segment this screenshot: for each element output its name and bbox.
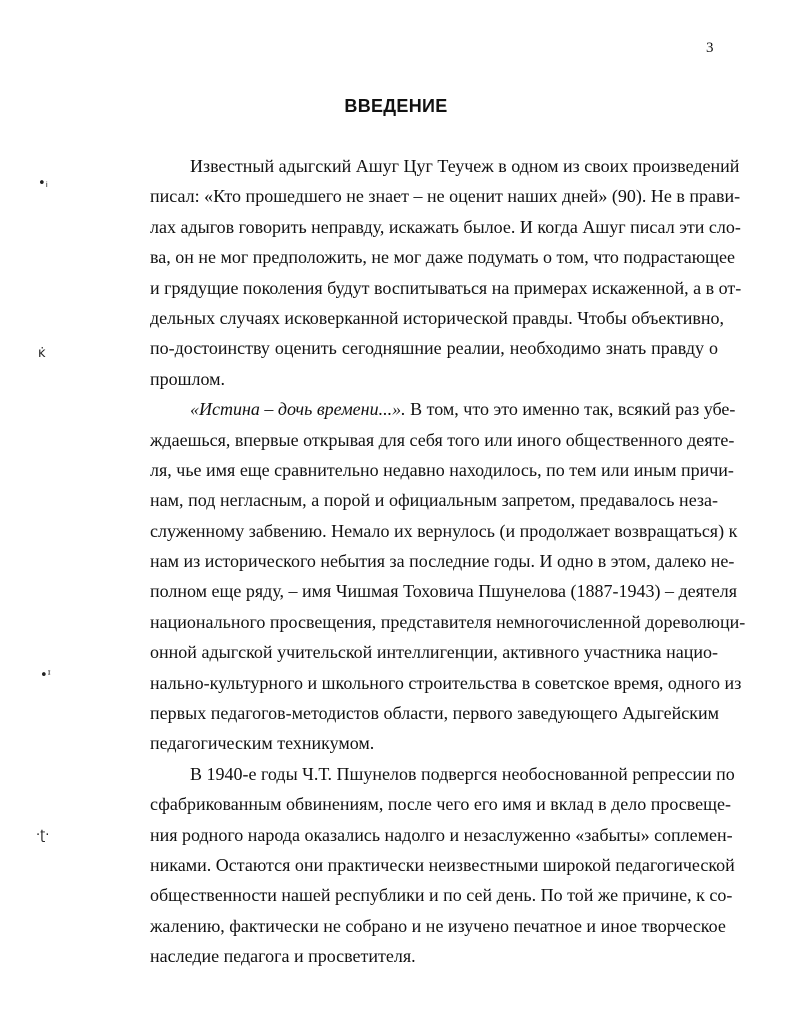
text-line: педагогическим техникумом. [150, 733, 375, 754]
text-line: онной адыгской учительской интеллигенции, активного участника нацио- [150, 642, 718, 663]
text-line: полном еще ряду, – имя Чишмая Тоховича Пшунелова (1887-1943) – деятеля [150, 581, 737, 602]
text-line: сфабрикованным обвинениям, после чего его имя и вклад в дело просвеще- [150, 794, 732, 815]
text-line: ва, он не мог предположить, не мог даже подумать о том, что подрастающее [150, 247, 735, 268]
margin-mark: ᴋ̇ [38, 346, 46, 361]
text-line: писал: «Кто прошедшего не знает – не оценит наших дней» (90). Не в прави- [150, 186, 741, 207]
text-line: служенному забвению. Немало их вернулось (и продолжает возвращаться) к [150, 520, 738, 541]
text-line: национального просвещения, представителя немногочисленной дореволюци- [150, 611, 746, 632]
text-line: и грядущие поколения будут воспитываться на примерах искаженной, а в от- [150, 277, 742, 298]
text-line: ния родного народа оказались надолго и незаслуженно «забыты» соплемен- [150, 824, 733, 845]
paragraph [150, 151, 742, 394]
text-line: по-достоинству оценить сегодняшние реалии, необходимо знать правду о [150, 338, 718, 359]
italic-quote: «Истина – дочь времени...». [190, 399, 406, 420]
text-line: ждаешься, впервые открывая для себя того или иного общественного деяте- [150, 429, 735, 450]
text-line: В 1940-е годы Ч.Т. Пшунелов подвергся необоснованной репрессии по [190, 763, 735, 784]
text-line: нально-культурного и школьного строительства в советское время, одного из [150, 672, 742, 693]
margin-mark: ·ʈ· [36, 828, 50, 843]
text-line: общественности нашей республики и по сей день. По той же причине, к со- [150, 885, 733, 906]
text-line: нам из исторического небытия за последние годы. И одно в этом, далеко не- [150, 551, 735, 572]
text-line: нам, под негласным, а порой и официальным запретом, предавалось неза- [150, 490, 718, 511]
text-line: Известный адыгский Ашуг Цуг Теучеж в одном из своих произведений [190, 156, 740, 176]
text-line: ля, чье имя еще сравнительно недавно находилось, по тем или иным причи- [150, 459, 734, 480]
text-line: жалению, фактически не собрано и не изучено печатное и иное творческое [150, 915, 726, 936]
margin-mark: •ᵢ [38, 176, 48, 191]
text-line: первых педагогов-методистов области, первого заведующего Адыгейским [150, 703, 720, 724]
text-line: наследие педагога и просветителя. [150, 946, 416, 967]
page-title: ВВЕДЕНИЕ [344, 96, 448, 116]
page-number: 3 [706, 40, 714, 56]
text-line: никами. Остаются они практически неизвестными широкой педагогической [150, 854, 735, 875]
margin-mark: •ᶦ [40, 668, 52, 683]
text-line: дельных случаях исковерканной исторической правды. Чтобы объективно, [150, 307, 725, 328]
text-fragment: В том, что это именно так, всякий раз убе- [405, 399, 736, 420]
paragraph [150, 759, 735, 972]
text-line: прошлом. [150, 368, 226, 389]
text-line: лах адыгов говорить неправду, искажать былое. И когда Ашуг писал эти сло- [150, 216, 741, 237]
paragraph [150, 394, 746, 759]
text-line [150, 394, 736, 424]
body-text [150, 151, 746, 972]
